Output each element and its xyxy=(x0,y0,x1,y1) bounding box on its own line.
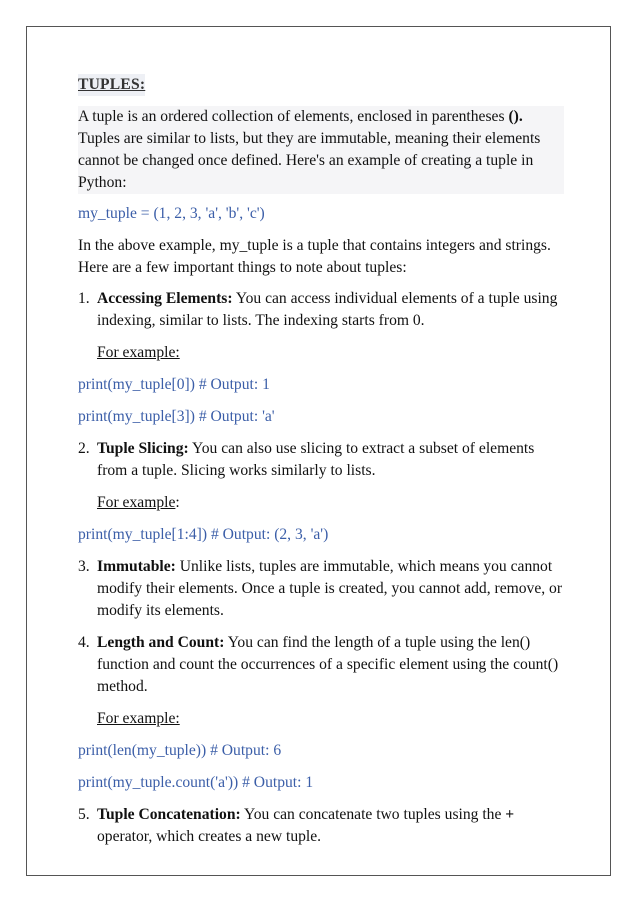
list-number: 5. xyxy=(78,806,90,823)
list-item-slicing xyxy=(78,438,564,482)
intro-paragraph xyxy=(78,106,564,194)
tuple-notes-list-2 xyxy=(78,438,564,482)
page-title: TUPLES: xyxy=(78,74,145,96)
list-item-text-after: operator, which creates a new tuple. xyxy=(97,828,322,845)
code-index-3: print(my_tuple[3]) # Output: 'a' xyxy=(78,408,275,425)
code-count: print(my_tuple.count('a')) # Output: 1 xyxy=(78,774,314,791)
list-item-heading: Length and Count: xyxy=(97,634,225,651)
list-item-text: You can access individual elements of a tuple using indexing, similar to lists. The indexing starts from 0. xyxy=(97,290,558,329)
list-item-text: Unlike lists, tuples are immutable, which means you cannot modify their elements. Once a tuple is created, you cannot add, remove, or modify its elements. xyxy=(97,558,563,619)
tuple-notes-list-4 xyxy=(78,804,564,848)
code-slice: print(my_tuple[1:4]) # Output: (2, 3, 'a') xyxy=(78,526,329,543)
example-label-colon: : xyxy=(175,494,180,511)
example-label-2 xyxy=(78,492,564,514)
list-number: 2. xyxy=(78,440,90,457)
list-item-text: You can also use slicing to extract a subset of elements from a tuple. Slicing works similarly to lists. xyxy=(97,440,535,479)
list-number: 4. xyxy=(78,634,90,651)
list-item-text: You can find the length of a tuple using the len() function and count the occurrences of a specific element using the count() method. xyxy=(97,634,559,695)
list-item-immutable xyxy=(78,556,564,622)
document-body xyxy=(78,74,564,858)
plus-operator: + xyxy=(505,806,515,823)
list-item-heading: Accessing Elements: xyxy=(97,290,233,307)
example-label-3: For example: xyxy=(97,710,180,727)
list-item-text-before: You can concatenate two tuples using the xyxy=(240,806,506,823)
list-item-heading: Tuple Slicing: xyxy=(97,440,189,457)
parentheses-symbol: (). xyxy=(508,108,523,125)
followup-paragraph: In the above example, my_tuple is a tuple that contains integers and strings. Here are a few important things to note about tuples: xyxy=(78,237,551,276)
code-len: print(len(my_tuple)) # Output: 6 xyxy=(78,742,282,759)
example-label-word: For example xyxy=(97,494,176,511)
example-label: For example: xyxy=(97,344,180,361)
intro-text-start: A tuple is an ordered collection of elements, enclosed in parentheses xyxy=(78,108,505,125)
code-index-0: print(my_tuple[0]) # Output: 1 xyxy=(78,376,270,393)
list-item-concatenation xyxy=(78,804,564,848)
intro-text-end: Tuples are similar to lists, but they are immutable, meaning their elements cannot be changed once defined. Here's an example of creating a tuple in Python: xyxy=(78,130,541,191)
list-item-heading: Immutable: xyxy=(97,558,176,575)
code-create-tuple: my_tuple = (1, 2, 3, 'a', 'b', 'c') xyxy=(78,205,265,222)
list-item-heading: Tuple Concatenation: xyxy=(97,806,241,823)
tuple-notes-list-3 xyxy=(78,556,564,698)
tuple-notes-list xyxy=(78,288,564,332)
list-item-length-count xyxy=(78,632,564,698)
list-number: 3. xyxy=(78,558,90,575)
list-number: 1. xyxy=(78,290,90,307)
list-item-accessing xyxy=(78,288,564,332)
